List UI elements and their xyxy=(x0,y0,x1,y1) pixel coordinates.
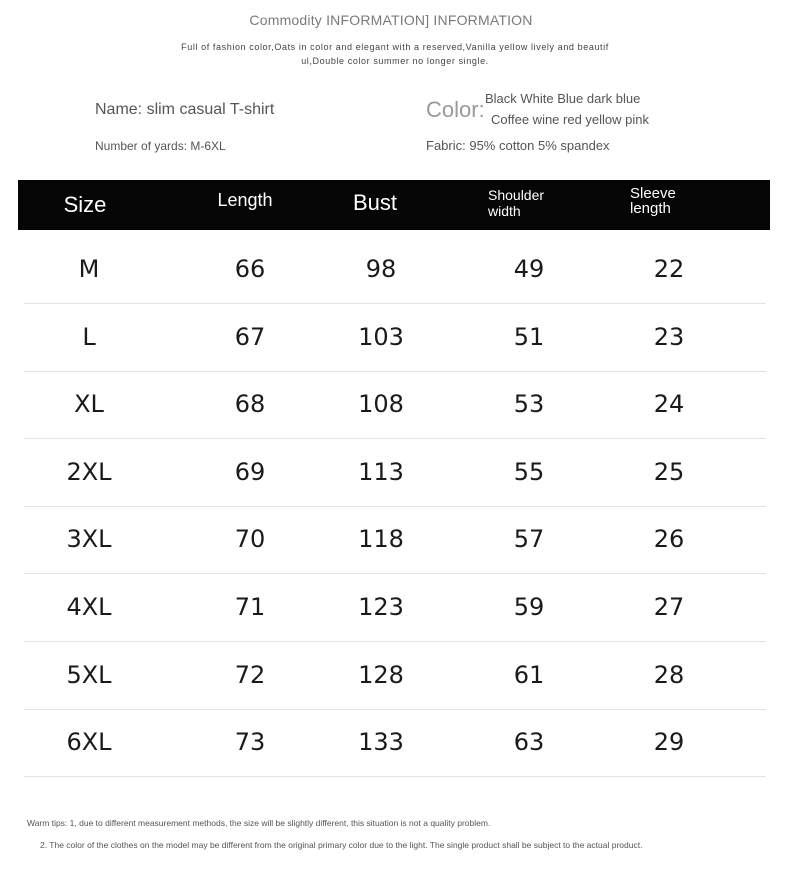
colors-line-1: Black White Blue dark blue xyxy=(485,91,641,106)
header-size: Size xyxy=(63,192,107,217)
cell-length: 66 xyxy=(234,255,266,283)
table-row xyxy=(24,506,766,574)
cell-bust: 108 xyxy=(358,390,404,419)
header-shoulder-width-label: Shoulder width xyxy=(488,187,545,219)
cell-shoulder-width: 63 xyxy=(513,728,545,757)
cell-sleeve-length: 27 xyxy=(653,593,685,621)
cell-size: 5XL xyxy=(66,660,112,689)
cell-sleeve-length: 28 xyxy=(653,660,685,689)
table-row xyxy=(24,371,766,439)
tagline: Full of fashion color,Oats in color and elegant with a reserved,Vanilla yellow lively and beautiful,Double color summer no longer single. xyxy=(181,42,609,66)
cell-sleeve-length: 25 xyxy=(653,457,685,486)
cell-bust: 128 xyxy=(358,660,404,689)
cell-bust: 113 xyxy=(358,457,404,486)
table-row xyxy=(24,574,766,642)
cell-length: 72 xyxy=(234,660,266,689)
cell-bust: 133 xyxy=(358,728,404,757)
cell-bust: 98 xyxy=(365,255,397,283)
page-title: Commodity INFORMATION] INFORMATION xyxy=(249,12,533,28)
table-row xyxy=(24,304,766,372)
cell-bust: 103 xyxy=(358,322,404,351)
cell-size: 2XL xyxy=(66,457,112,486)
warm-tip-1: Warm tips: 1, due to different measurement methods, the size will be slightly different, this situation is not a quality problem. xyxy=(27,818,491,828)
cell-size: 3XL xyxy=(66,525,112,554)
product-yards: Number of yards: M-6XL xyxy=(95,139,226,153)
cell-shoulder-width: 51 xyxy=(513,322,545,351)
table-row xyxy=(24,236,766,304)
cell-length: 68 xyxy=(234,390,266,419)
cell-shoulder-width: 49 xyxy=(513,255,545,283)
cell-length: 70 xyxy=(234,525,266,554)
header-sleeve-length-label: Sleeve length xyxy=(630,185,676,217)
cell-sleeve-length: 29 xyxy=(653,728,685,757)
cell-sleeve-length: 24 xyxy=(653,390,685,419)
header-length: Length xyxy=(217,189,273,210)
header-bust: Bust xyxy=(352,190,398,215)
table-row xyxy=(24,709,766,777)
cell-sleeve-length: 22 xyxy=(653,255,685,283)
header-sleeve-length xyxy=(630,176,710,226)
product-name: Name: slim casual T-shirt xyxy=(95,101,275,118)
header-shoulder-width xyxy=(488,178,568,228)
cell-size: 4XL xyxy=(66,593,112,621)
cell-length: 67 xyxy=(234,322,266,351)
size-table xyxy=(18,180,770,757)
table-row xyxy=(24,642,766,710)
warm-tip-2: 2. The color of the clothes on the model may be different from the original primary color due to the light. The single product shall be subject to the actual product. xyxy=(40,840,643,850)
color-label: Color: xyxy=(426,97,485,122)
table-header xyxy=(18,180,770,230)
cell-shoulder-width: 59 xyxy=(513,593,545,621)
cell-sleeve-length: 26 xyxy=(653,525,685,554)
cell-shoulder-width: 61 xyxy=(513,660,545,689)
cell-shoulder-width: 55 xyxy=(513,457,545,486)
table-row xyxy=(24,439,766,507)
cell-size: XL xyxy=(74,390,104,419)
cell-length: 71 xyxy=(234,593,266,621)
colors-line-2: Coffee wine red yellow pink xyxy=(491,112,650,127)
cell-size: M xyxy=(78,255,100,283)
cell-shoulder-width: 57 xyxy=(513,525,545,554)
cell-bust: 118 xyxy=(358,525,404,554)
cell-length: 69 xyxy=(234,457,266,486)
cell-sleeve-length: 23 xyxy=(653,322,685,351)
cell-length: 73 xyxy=(234,728,266,757)
cell-bust: 123 xyxy=(358,593,404,621)
cell-shoulder-width: 53 xyxy=(513,390,545,419)
cell-size: L xyxy=(82,322,96,351)
product-fabric: Fabric: 95% cotton 5% spandex xyxy=(426,138,610,153)
cell-size: 6XL xyxy=(66,728,112,757)
